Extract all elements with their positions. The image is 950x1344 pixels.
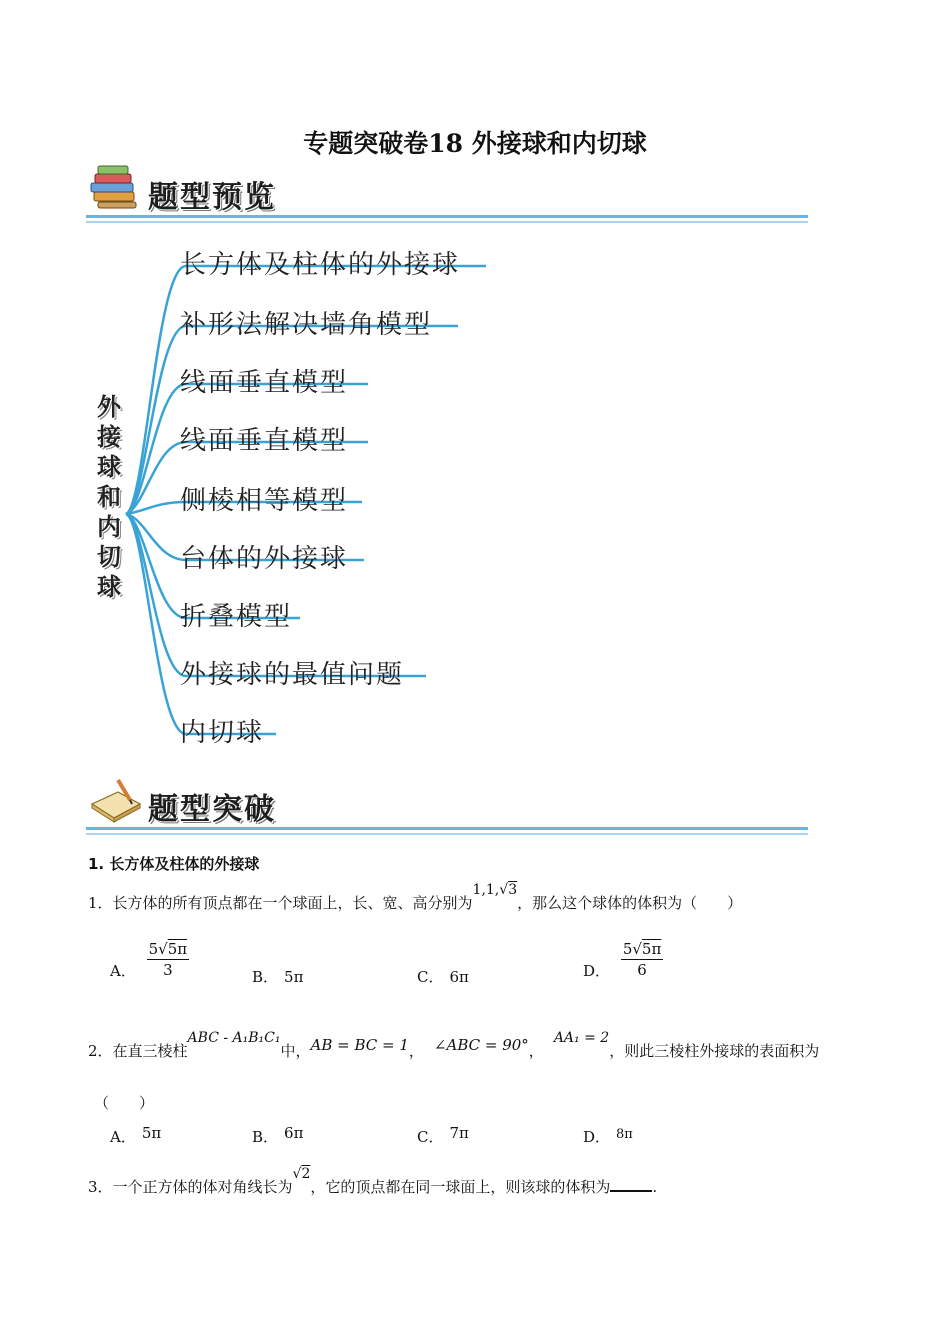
question-3: 3．一个正方体的体对角线长为√2，它的顶点都在同一球面上，则该球的体积为 . <box>88 1166 658 1196</box>
banner-breakthrough-label: 题型突破 <box>148 792 276 827</box>
mindmap-branch: 外接球的最值问题 <box>180 660 405 690</box>
mindmap-branch: 侧棱相等模型 <box>180 486 349 516</box>
mindmap-branch: 补形法解决墙角模型 <box>180 310 433 340</box>
mindmap-root-char: 切 <box>97 543 121 571</box>
banner-preview-label: 题型预览 <box>148 180 276 215</box>
mindmap-root-char: 外 <box>97 393 121 421</box>
mindmap-branch: 线面垂直模型 <box>180 368 349 398</box>
q2-option-b[interactable]: B． 6π <box>252 1124 304 1146</box>
question-1-prefix: 1．长方体的所有顶点都在一个球面上，长、宽、高分别为 <box>88 894 473 912</box>
q2-option-a[interactable]: A． 5π <box>110 1124 162 1146</box>
books-icon <box>88 162 144 212</box>
mindmap-branch: 长方体及柱体的外接球 <box>180 250 461 280</box>
mindmap-root-char: 球 <box>97 453 121 481</box>
question-2-cond1: AB = BC = 1 <box>310 1036 409 1054</box>
section-heading: 1. 长方体及柱体的外接球 <box>88 855 260 873</box>
answer-blank[interactable] <box>610 1176 652 1192</box>
q1-option-a-value: $\frac{5√5\pi}{3}$ <box>148 940 188 979</box>
q2-option-c[interactable]: C． 7π <box>417 1124 469 1146</box>
banner-breakthrough <box>86 772 808 836</box>
q1-option-a[interactable]: A． $\frac{5√5\pi}{3}$ <box>110 940 188 980</box>
notebook-pen-icon <box>88 774 144 824</box>
q1-option-d-value: $\frac{5√5\pi}{6}$ <box>622 940 662 979</box>
question-2-cond2: ∠ABC = 90° <box>433 1036 529 1054</box>
question-2-prism: ABC - A₁B₁C₁ <box>187 1030 281 1046</box>
page-title: 专题突破卷18 外接球和内切球 <box>303 129 647 158</box>
question-1-suffix: ，那么这个球体的体积为（ ） <box>517 894 743 912</box>
mindmap-root <box>94 392 124 602</box>
question-3-sqrt2: √2 <box>292 1166 311 1182</box>
question-2-cond3: AA₁ = 2 <box>553 1030 610 1046</box>
mindmap-root-char: 接 <box>97 423 121 451</box>
question-1 <box>88 882 743 913</box>
mindmap-root-char: 球 <box>97 573 121 601</box>
mindmap-branch: 内切球 <box>180 718 265 748</box>
q1-option-d[interactable]: D． $\frac{5√5\pi}{6}$ <box>583 940 662 980</box>
q1-option-c-value: 6π <box>449 968 469 986</box>
mindmap-branch: 台体的外接球 <box>180 544 349 574</box>
question-2-paren: （ ） <box>94 1094 155 1112</box>
q2-option-d[interactable]: D． 8π <box>583 1127 633 1146</box>
banner-preview <box>86 160 808 224</box>
question-2: 2．在直三棱柱ABC - A₁B₁C₁中，AB = BC = 1， ∠ABC = 90°，AA₁ = 2，则此三棱柱外接球的表面积为 <box>88 1030 820 1060</box>
question-1-dims: 1,1,√3 <box>472 882 518 898</box>
q1-option-b[interactable]: B． 5π <box>252 968 304 986</box>
mindmap-branch: 线面垂直模型 <box>180 426 349 456</box>
mindmap-root-char: 和 <box>97 483 121 511</box>
q1-option-b-value: 5π <box>284 968 304 986</box>
mindmap-root-char: 内 <box>97 513 121 541</box>
q1-option-c[interactable]: C． 6π <box>417 968 469 986</box>
mindmap-branch: 折叠模型 <box>180 602 293 632</box>
